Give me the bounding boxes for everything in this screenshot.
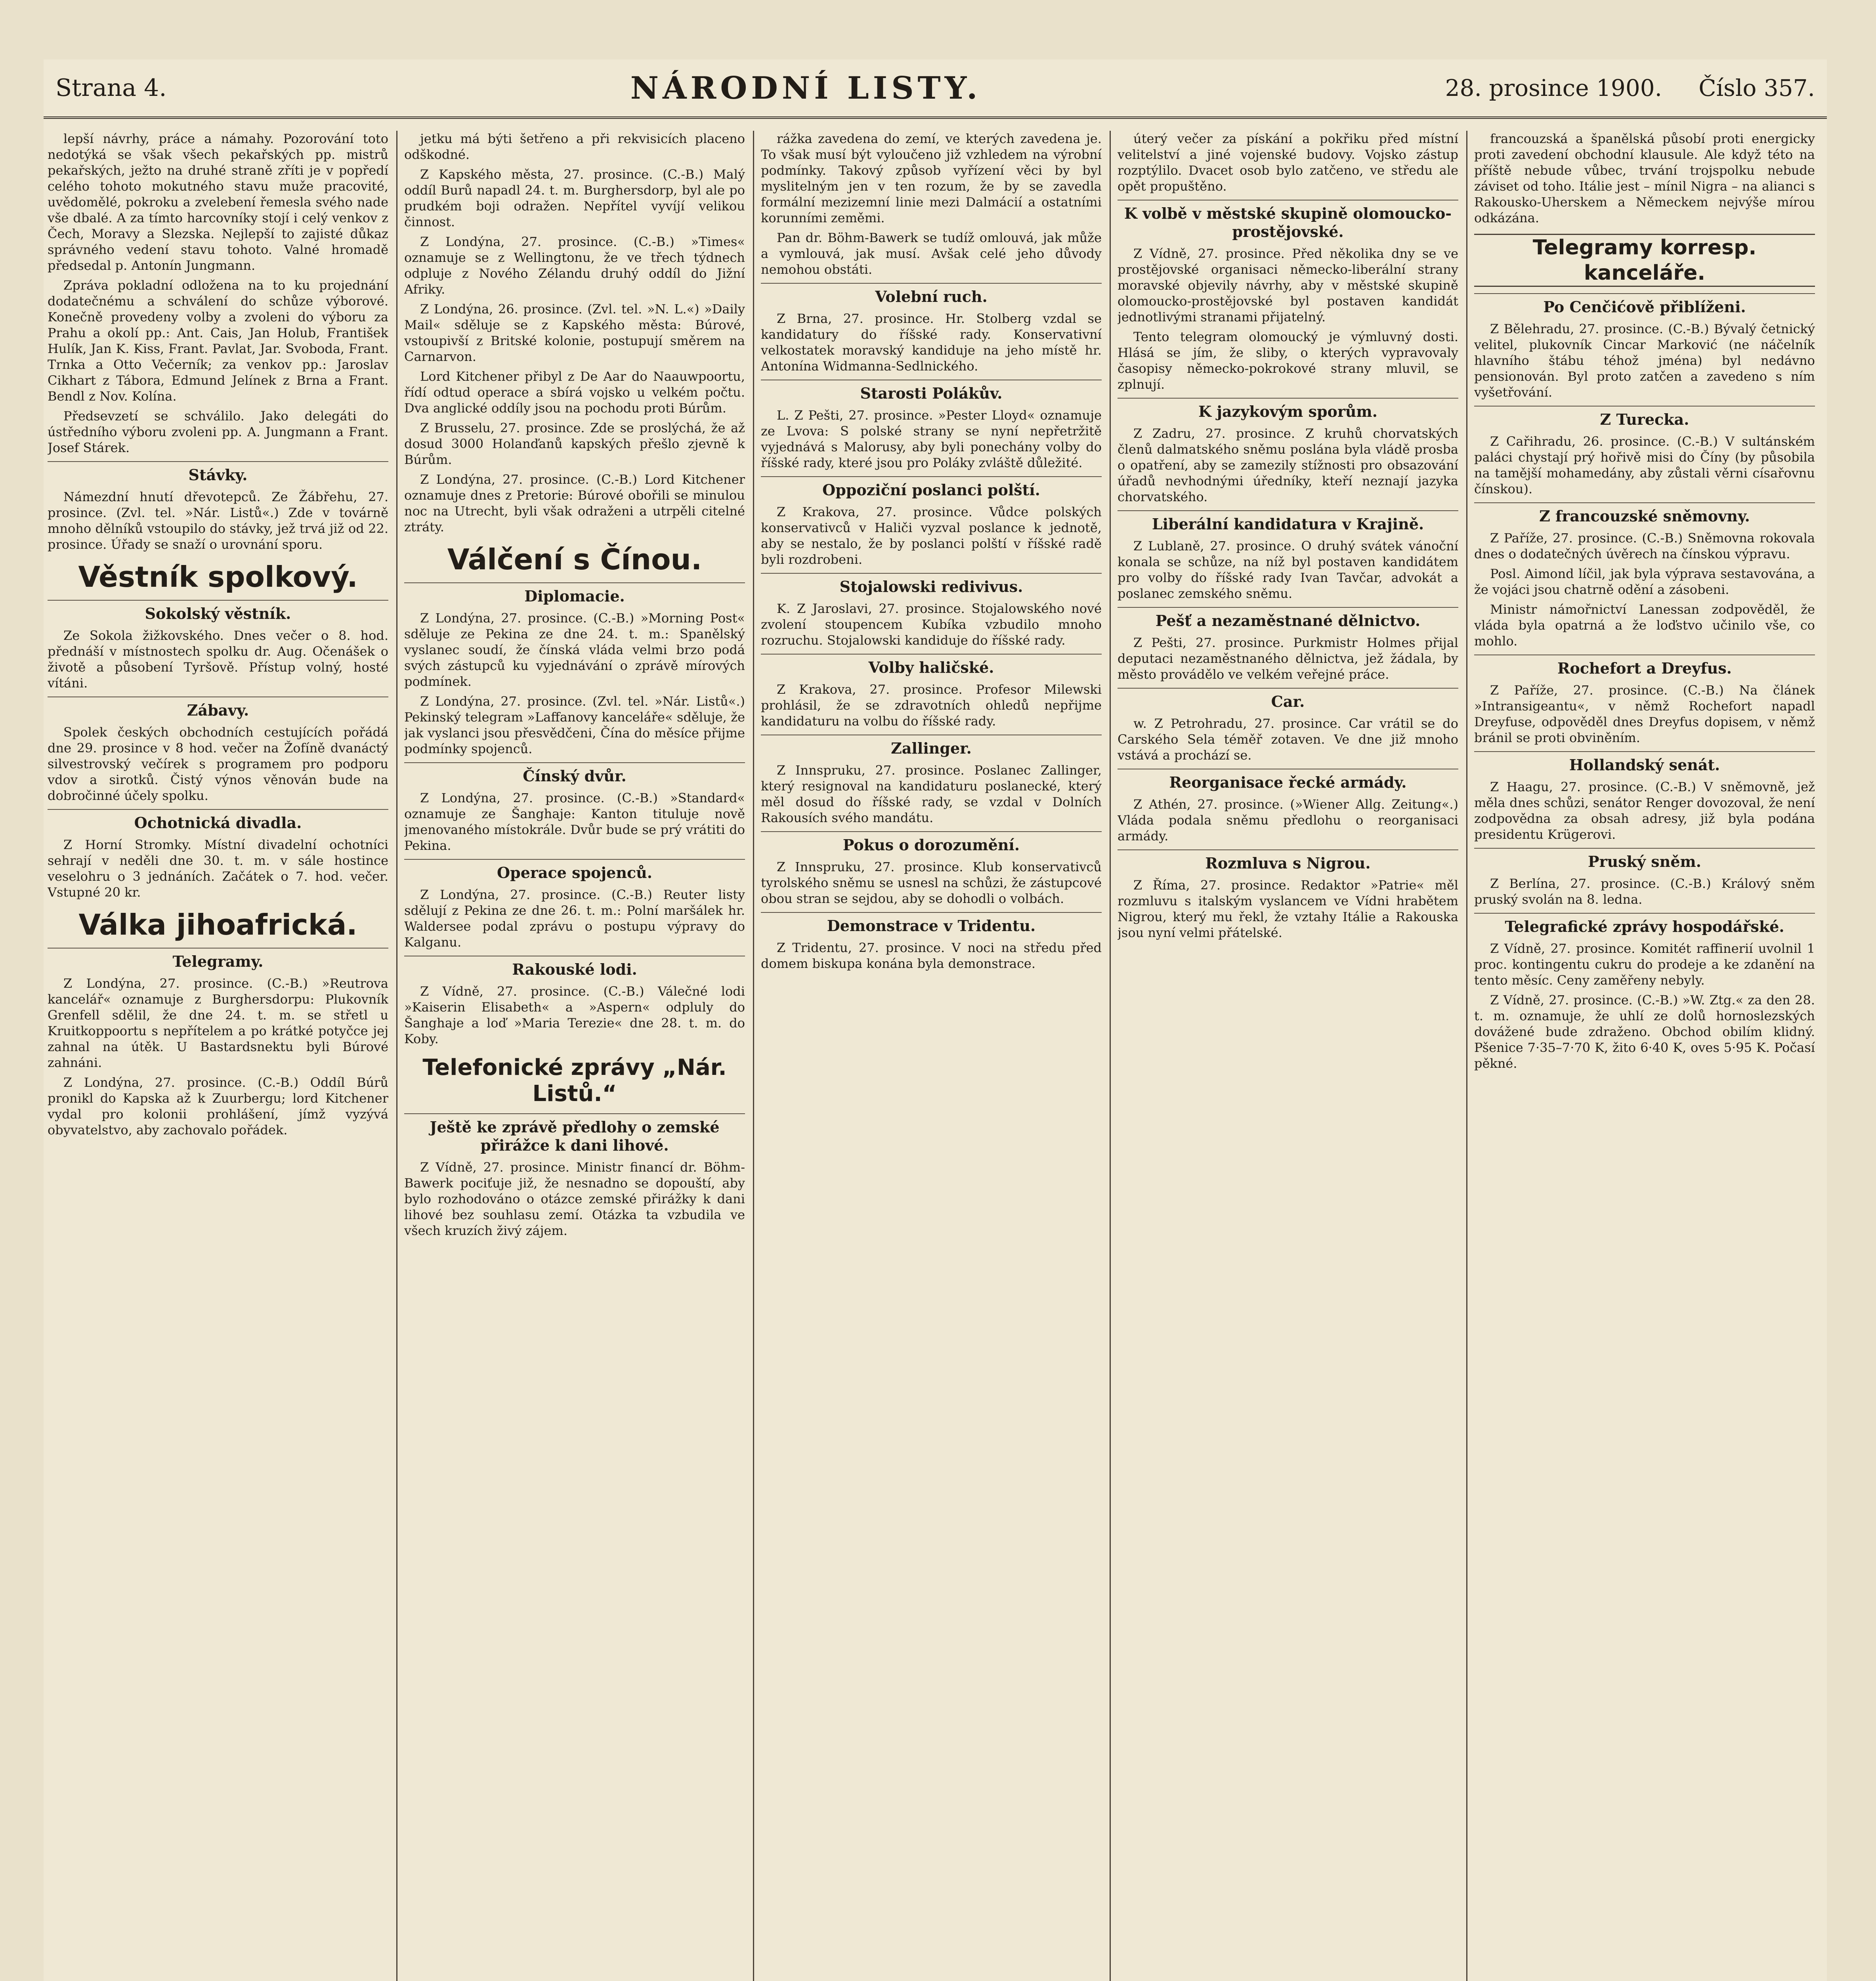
article-text: Spolek českých obchodních cestujících pořádá dne 29. prosince v 8 hod. večer na Žofíně dvanáctý silvestrovský večírek s programem pro podporu vdov a sirotků. Čistý výnos věnován bude na dobročinné účely spolku.	[48, 725, 388, 803]
article-text: Z Říma, 27. prosince. Redaktor »Patrie« měl rozmluvu s italským vyslancem ve Vídni hrabětem Nigrou, který mu řekl, že vztahy Itálie a Rakouska jsou nyní velmi přátelské.	[1118, 878, 1458, 940]
page-number: Strana 4.	[55, 74, 167, 102]
article-text: Z Vídně, 27. prosince. (C.-B.) »W. Ztg.« za den 28. t. m. oznamuje, že uhlí ze dolů hornoslezských dovážené bude zdraženo. Obchod obilím klidný. Pšenice 7·35–7·70 K, žito 6·40 K, oves 5·95 K. Počasí pěkné.	[1474, 992, 1815, 1071]
subsection-heading: Oppoziční poslanci polští.	[761, 476, 1102, 499]
article-text: Z Zadru, 27. prosince. Z kruhů chorvatských členů dalmatského sněmu poslána byla vládě prosba o opatření, aby se zamezily stížnosti pro obsazování úřadů nevhodnými úředníky, kteří neznají jazyka chorvatského.	[1118, 426, 1458, 504]
article-text: Z Londýna, 27. prosince. (Zvl. tel. »Nár. Listů«.) Pekinský telegram »Laffanovy kanceláře« sděluje, že jak vyslanci jsou přesvědčeni, Čína do měsíce přijme podmínky spojenců.	[404, 694, 745, 756]
subsection-heading: Rochefort a Dreyfus.	[1474, 655, 1815, 678]
subsection-heading: Hollandský senát.	[1474, 751, 1815, 774]
section-heading: Telegramy korresp. kanceláře.	[1474, 234, 1815, 287]
article-text: jetku má býti šetřeno a při rekvisicích placeno odškodné.	[404, 131, 745, 162]
column-rule	[396, 131, 397, 1981]
article-text: Z Tridentu, 27. prosince. V noci na středu před domem biskupa konána byla demonstrace.	[761, 940, 1102, 971]
subsection-heading: Starosti Polákův.	[761, 380, 1102, 403]
article-text: Z Berlína, 27. prosince. (C.-B.) Králový sněm pruský svolán na 8. ledna.	[1474, 876, 1815, 907]
article-text: Z Londýna, 27. prosince. (C.-B.) »Times« oznamuje se z Wellingtonu, že ve třech týdnech odpluje z Nového Zélandu druhý oddíl do Jižní Afriky.	[404, 234, 745, 297]
article-text: rážka zavedena do zemí, ve kterých zavedena je. To však musí být vyloučeno již vzhledem na výrobní podmínky. Takový způsob vyřízení věci by byl myslitelným jen v ten rozum, že by se zavedla formální mezizemní linie mezi Dalmácií a ostatními korunními zeměmi.	[761, 131, 1102, 225]
article-text: Z Horní Stromky. Místní divadelní ochotníci sehrají v neděli dne 30. t. m. v sále hostince veselohru o 3 jednáních. Začátek o 7. hod. večer. Vstupné 20 kr.	[48, 837, 388, 900]
column-rule	[753, 131, 754, 1981]
subsection-heading: Reorganisace řecké armády.	[1118, 769, 1458, 792]
section-heading: Válčení s Čínou.	[447, 543, 702, 576]
subsection-heading: K jazykovým sporům.	[1118, 398, 1458, 421]
article-text: Z Londýna, 27. prosince. (C.-B.) »Reutrova kancelář« oznamuje z Burghersdorpu: Plukovník Grenfell sdělil, že dne 24. t. m. se střetl u Kruitkoppoortu s nepřítelem a po krátké potyčce jej zahnal na útěk. U Bastardsnektu byli Búrové zahnáni.	[48, 976, 388, 1070]
article-text: Předsevzetí se schválilo. Jako delegáti do ústředního výboru zvoleni pp. A. Jungmann a Frant. Josef Stárek.	[48, 408, 388, 455]
article-text: Posl. Aimond líčil, jak byla výprava sestavována, a že vojáci jsou chatrně odění a zásobeni.	[1474, 566, 1815, 597]
article-text: Z Haagu, 27. prosince. (C.-B.) V sněmovně, jež měla dnes schůzi, senátor Renger dovozoval, že není zodpovědna za obsah adresy, již byla podána presidentu Krügerovi.	[1474, 779, 1815, 842]
subsection-heading: Operace spojenců.	[404, 859, 745, 882]
article-text: Lord Kitchener přibyl z De Aar do Naauwpoortu, řídí odtud operace a sbírá vojsko u velkém počtu. Dva anglické oddíly jsou na pochodu proti Búrům.	[404, 369, 745, 416]
masthead-title: NÁRODNÍ LISTY.	[630, 70, 982, 106]
article-text: Z Londýna, 27. prosince. (C.-B.) Lord Kitchener oznamuje dnes z Pretorie: Búrové obořili se minulou noc na Utrecht, byli však odraženi a utrpěli citelné ztráty.	[404, 472, 745, 534]
subsection-heading: Volební ruch.	[761, 283, 1102, 306]
subsection-heading: Volby haličské.	[761, 654, 1102, 677]
article-text: Ministr námořnictví Lanessan zodpověděl, že vláda byla opatrná a že loďstvo učinilo vše, co mohlo.	[1474, 602, 1815, 649]
column-rule	[1466, 131, 1467, 1981]
article-text: L. Z Pešti, 27. prosince. »Pester Lloyd« oznamuje ze Lvova: S polské strany se nyní nepřetržitě vyjednává s Malorusy, aby byli ponechány volby do říšské rady, které jsou pro Poláky zvláště důležité.	[761, 408, 1102, 470]
article-text: Z Bělehradu, 27. prosince. (C.-B.) Bývalý četnický velitel, plukovník Cincar Marković (ne náčelník hlavního štábu téhož jména) byl nedávno pensionován. Byl proto zatčen a zavedeno s ním vyšetřování.	[1474, 321, 1815, 400]
article-text: úterý večer za pískání a pokřiku před místní velitelství a jiné vojenské budovy. Vojsko zástup rozptýlilo. Dvacet osob bylo zatčeno, ve středu ale opět propuštěno.	[1118, 131, 1458, 194]
article-text: K. Z Jaroslavi, 27. prosince. Stojalowského nové zvolení stoupencem Kubíka vzbudilo mnoho rozruchu. Stojalowski kandiduje do říšské rady.	[761, 601, 1102, 648]
article-text: Z Kapského města, 27. prosince. (C.-B.) Malý oddíl Burů napadl 24. t. m. Burghersdorp, byl ale po prudkém boji odražen. Nepřítel vyvíjí velikou činnost.	[404, 167, 745, 229]
column-2	[404, 131, 745, 1981]
article-text: Z Vídně, 27. prosince. Komitét raffinerií uvolnil 1 proc. kontingentu cukru do prodeje a ke zdanění na tento měsíc. Ceny zaměřeny nebyly.	[1474, 941, 1815, 988]
article-text: Z Londýna, 27. prosince. (C.-B.) Oddíl Búrů pronikl do Kapska až k Zuurbergu; lord Kitchener vydal pro kolonii prohlášení, jímž vyzývá obyvatelstvo, aby zachovalo pořádek.	[48, 1075, 388, 1137]
article-text: Pan dr. Böhm-Bawerk se tudíž omlouvá, jak může a vymlouvá, jak musí. Avšak celé jeho důvody nemohou obstáti.	[761, 230, 1102, 277]
section-heading: Věstník spolkový.	[78, 560, 358, 594]
column-4	[1118, 131, 1458, 1981]
column-rule	[1110, 131, 1111, 1981]
article-text: Z Paříže, 27. prosince. (C.-B.) Sněmovna rokovala dnes o dodatečných úvěrech na čínskou výpravu.	[1474, 531, 1815, 561]
article-text: Z Vídně, 27. prosince. Před několika dny se ve prostějovské organisaci německo-liberální strany moravské objevily návrhy, aby v městské skupině olomoucko-prostějovské byl postaven kandidát jednotlivými stranami přijatelný.	[1118, 246, 1458, 324]
subsection-heading: Pešť a nezaměstnané dělnictvo.	[1118, 607, 1458, 630]
subsection-heading: Po Cenčićově přiblíženi.	[1474, 293, 1815, 316]
newspaper-page	[44, 59, 1827, 1981]
column-3	[761, 131, 1102, 1981]
article-text: Ze Sokola žižkovského. Dnes večer o 8. hod. přednáší v místnostech spolku dr. Aug. Očenášek o životě a působení Tyršově. Přístup volný, hosté vítáni.	[48, 628, 388, 691]
subsection-heading: Rakouské lodi.	[404, 956, 745, 979]
subsection-heading: Liberální kandidatura v Krajině.	[1118, 510, 1458, 533]
section-heading: Válka jihoafrická.	[78, 908, 357, 941]
column-5	[1474, 131, 1815, 1981]
article-text: Z Londýna, 27. prosince. (C.-B.) »Morning Post« sděluje ze Pekina ze dne 24. t. m.: Spanělský vyslanec soudí, že čínská vláda velmi brzo podá svých zástupců ku vyjednávání o zprávě mírových podmínek.	[404, 611, 745, 689]
section-heading: Stávky.	[48, 461, 388, 484]
subsection-heading: Telegrafické zprávy hospodářské.	[1474, 913, 1815, 936]
article-text: Z Brusselu, 27. prosince. Zde se proslýchá, že až dosud 3000 Holanďanů kapských přešlo zjevně k Búrům.	[404, 420, 745, 467]
article-text: Z Innspruku, 27. prosince. Klub konservativců tyrolského sněmu se usnesl na schůzi, že zástupcové obou stran se sejdou, aby se dohodli o volbách.	[761, 859, 1102, 906]
article-text: Z Londýna, 27. prosince. (C.-B.) »Standard« oznamuje ze Šanghaje: Kanton tituluje nově jmenovaného místokrále. Dvůr bude se prý vrátiti do Pekina.	[404, 790, 745, 853]
article-text: Z Vídně, 27. prosince. (C.-B.) Válečné lodi »Kaiserin Elisabeth« a »Aspern« odpluly do Šanghaje a loď »Maria Terezie« dne 28. t. m. do Koby.	[404, 984, 745, 1046]
article-text: Tento telegram olomoucký je výmluvný dosti. Hlásá se jím, že sliby, o kterých vypravovaly časopisy německo-pokrokové strany mluvil, se zplnují.	[1118, 329, 1458, 392]
article-text: Z Paříže, 27. prosince. (C.-B.) Na článek »Intransigeantu«, v němž Rochefort napadl Dreyfuse, odpověděl dnes Dreyfus dopisem, v němž bránil se proti obviněním.	[1474, 683, 1815, 745]
article-text: Z Pešti, 27. prosince. Purkmistr Holmes přijal deputaci nezaměstnaného dělnictva, jež žádala, by město provádělo ve velkém veřejné práce.	[1118, 635, 1458, 682]
column-1	[48, 131, 388, 1981]
article-text: Z Krakova, 27. prosince. Profesor Milewski prohlásil, že se zdravotních ohledů nepřijme kandidaturu na volbu do říšské rady.	[761, 682, 1102, 729]
issue-number: Číslo 357.	[1698, 74, 1815, 101]
article-text: francouzská a španělská působí proti energicky proti zavedení obchodní klausule. Ale když této na příště nebude vůbec, trvání trojspolku nebude záviset od toho. Itálie jest – mínil Nigra – na alianci s Rakousko-Uherskem a Německem nejvýše mírou odkázána.	[1474, 131, 1815, 225]
subsection-heading: Zábavy.	[48, 697, 388, 719]
article-text: Zpráva pokladní odložena na to ku projednání dodatečnému a schválení do schůze výborové. Konečně provedeny volby a zvoleni do výboru za Prahu a okolí pp.: Ant. Cais, Jan Holub, František Hulík, Jan K. Kiss, Frant. Pavlat, Jar. Svoboda, Frant. Trnka a Otto Večerník; za venkov pp.: Jaroslav Cikhart z Tábora, Edmund Jelínek z Brna a Frant. Bendl z Nov. Kolína.	[48, 278, 388, 404]
page-header	[44, 59, 1827, 119]
subsection-heading: Z Turecka.	[1474, 406, 1815, 429]
subsection-heading: Pokus o dorozumění.	[761, 831, 1102, 854]
issue-date: 28. prosince 1900.	[1445, 74, 1662, 101]
subsection-heading: Ještě ke zprávě předlohy o zemské přirážce k dani lihové.	[404, 1113, 745, 1155]
subsection-heading: Stojalowski redivivus.	[761, 573, 1102, 596]
article-text: lepší návrhy, práce a námahy. Pozorování toto nedotýká se však všech pekařských pp. mistrů pekařských, ježto na druhé straně zříti je v popředí celého tohoto mokutného stavu muže pracovité, uvědomělé, pokroku a zvelebení řemesla svého nade vše dbalé. A za tímto harcovníky stojí i celý venkov z Čech, Moravy a Slezska. Nejlepší to zajisté důkaz správného vedení stavu tohoto. Valné hromadě předsedal p. Antonín Jungmann.	[48, 131, 388, 273]
article-text: Z Londýna, 27. prosince. (C.-B.) Reuter listy sdělují z Pekina ze dne 26. t. m.: Polní maršálek hr. Waldersee podal zprávu o postupu výpravy do Kalganu.	[404, 887, 745, 950]
subsection-heading: Car.	[1118, 688, 1458, 711]
article-text: w. Z Petrohradu, 27. prosince. Car vrátil se do Carského Sela téměř zotaven. Ve dne již mnoho vstává a prochází se.	[1118, 716, 1458, 763]
subsection-heading: Pruský sněm.	[1474, 848, 1815, 871]
subsection-heading: Zallinger.	[761, 735, 1102, 758]
article-text: Z Lublaně, 27. prosince. O druhý svátek vánoční konala se schůze, na níž byl postaven kandidátem pro volby do říšské rady Ivan Tavčar, advokát a poslanec zemského sněmu.	[1118, 538, 1458, 601]
subsection-heading: Čínský dvůr.	[404, 762, 745, 785]
subsection-heading: Diplomacie.	[404, 582, 745, 605]
article-text: Z Vídně, 27. prosince. Ministr financí dr. Böhm-Bawerk pociťuje již, že nesnadno se dopouští, aby bylo rozhodováno o otázce zemské přirážky k dani lihové bez souhlasu zemí. Otázka ta vzbudila ve všech kruzích živý zájem.	[404, 1160, 745, 1238]
article-text: Námezdní hnutí dřevotepců. Ze Žábřehu, 27. prosince. (Zvl. tel. »Nár. Listů«.) Zde v továrně mnoho dělníků vstoupilo do stávky, jež trvá již od 22. prosince. Úřady se snaží o urovnání sporu.	[48, 489, 388, 552]
article-text: Z Innspruku, 27. prosince. Poslanec Zallinger, který resignoval na kandidaturu poslanecké, který měl dosud do říšské rady, se vzdal v Dolních Rakousích svého mandátu.	[761, 763, 1102, 825]
article-text: Z Krakova, 27. prosince. Vůdce polských konservativců v Haliči vyzval poslance k jednotě, aby se nestalo, že by poslanci polští v říšské radě byli rozdrobeni.	[761, 504, 1102, 567]
article-text: Z Brna, 27. prosince. Hr. Stolberg vzdal se kandidatury do říšské rady. Konservativní velkostatek moravský kandiduje na jeho místě hr. Antonína Widmanna-Sedlnického.	[761, 311, 1102, 374]
date-issue	[1445, 74, 1815, 101]
subsection-heading: Sokolský věstník.	[48, 600, 388, 623]
subsection-heading: Telegramy.	[48, 948, 388, 971]
article-text: Z Athén, 27. prosince. (»Wiener Allg. Zeitung«.) Vláda podala sněmu předlohu o reorganisaci armády.	[1118, 797, 1458, 844]
article-text: Z Londýna, 26. prosince. (Zvl. tel. »N. L.«) »Daily Mail« sděluje se z Kapského města: Búrové, vstoupivší z Britské kolonie, postupují směrem na Carnarvon.	[404, 302, 745, 364]
subsection-heading: Z francouzské sněmovny.	[1474, 502, 1815, 525]
section-heading: Telefonické zprávy „Nár. Listů.“	[422, 1055, 727, 1107]
subsection-heading: K volbě v městské skupině olomoucko-prostějovské.	[1118, 200, 1458, 241]
article-text: Z Cařihradu, 26. prosince. (C.-B.) V sultánském paláci chystají prý hořivě misi do Číny (by působila na tamější mohamedány, aby zůstali věrni císařovnu čínskou).	[1474, 434, 1815, 496]
subsection-heading: Ochotnická divadla.	[48, 809, 388, 832]
subsection-heading: Rozmluva s Nigrou.	[1118, 849, 1458, 872]
subsection-heading: Demonstrace v Tridentu.	[761, 912, 1102, 935]
text-columns	[44, 131, 1827, 1981]
